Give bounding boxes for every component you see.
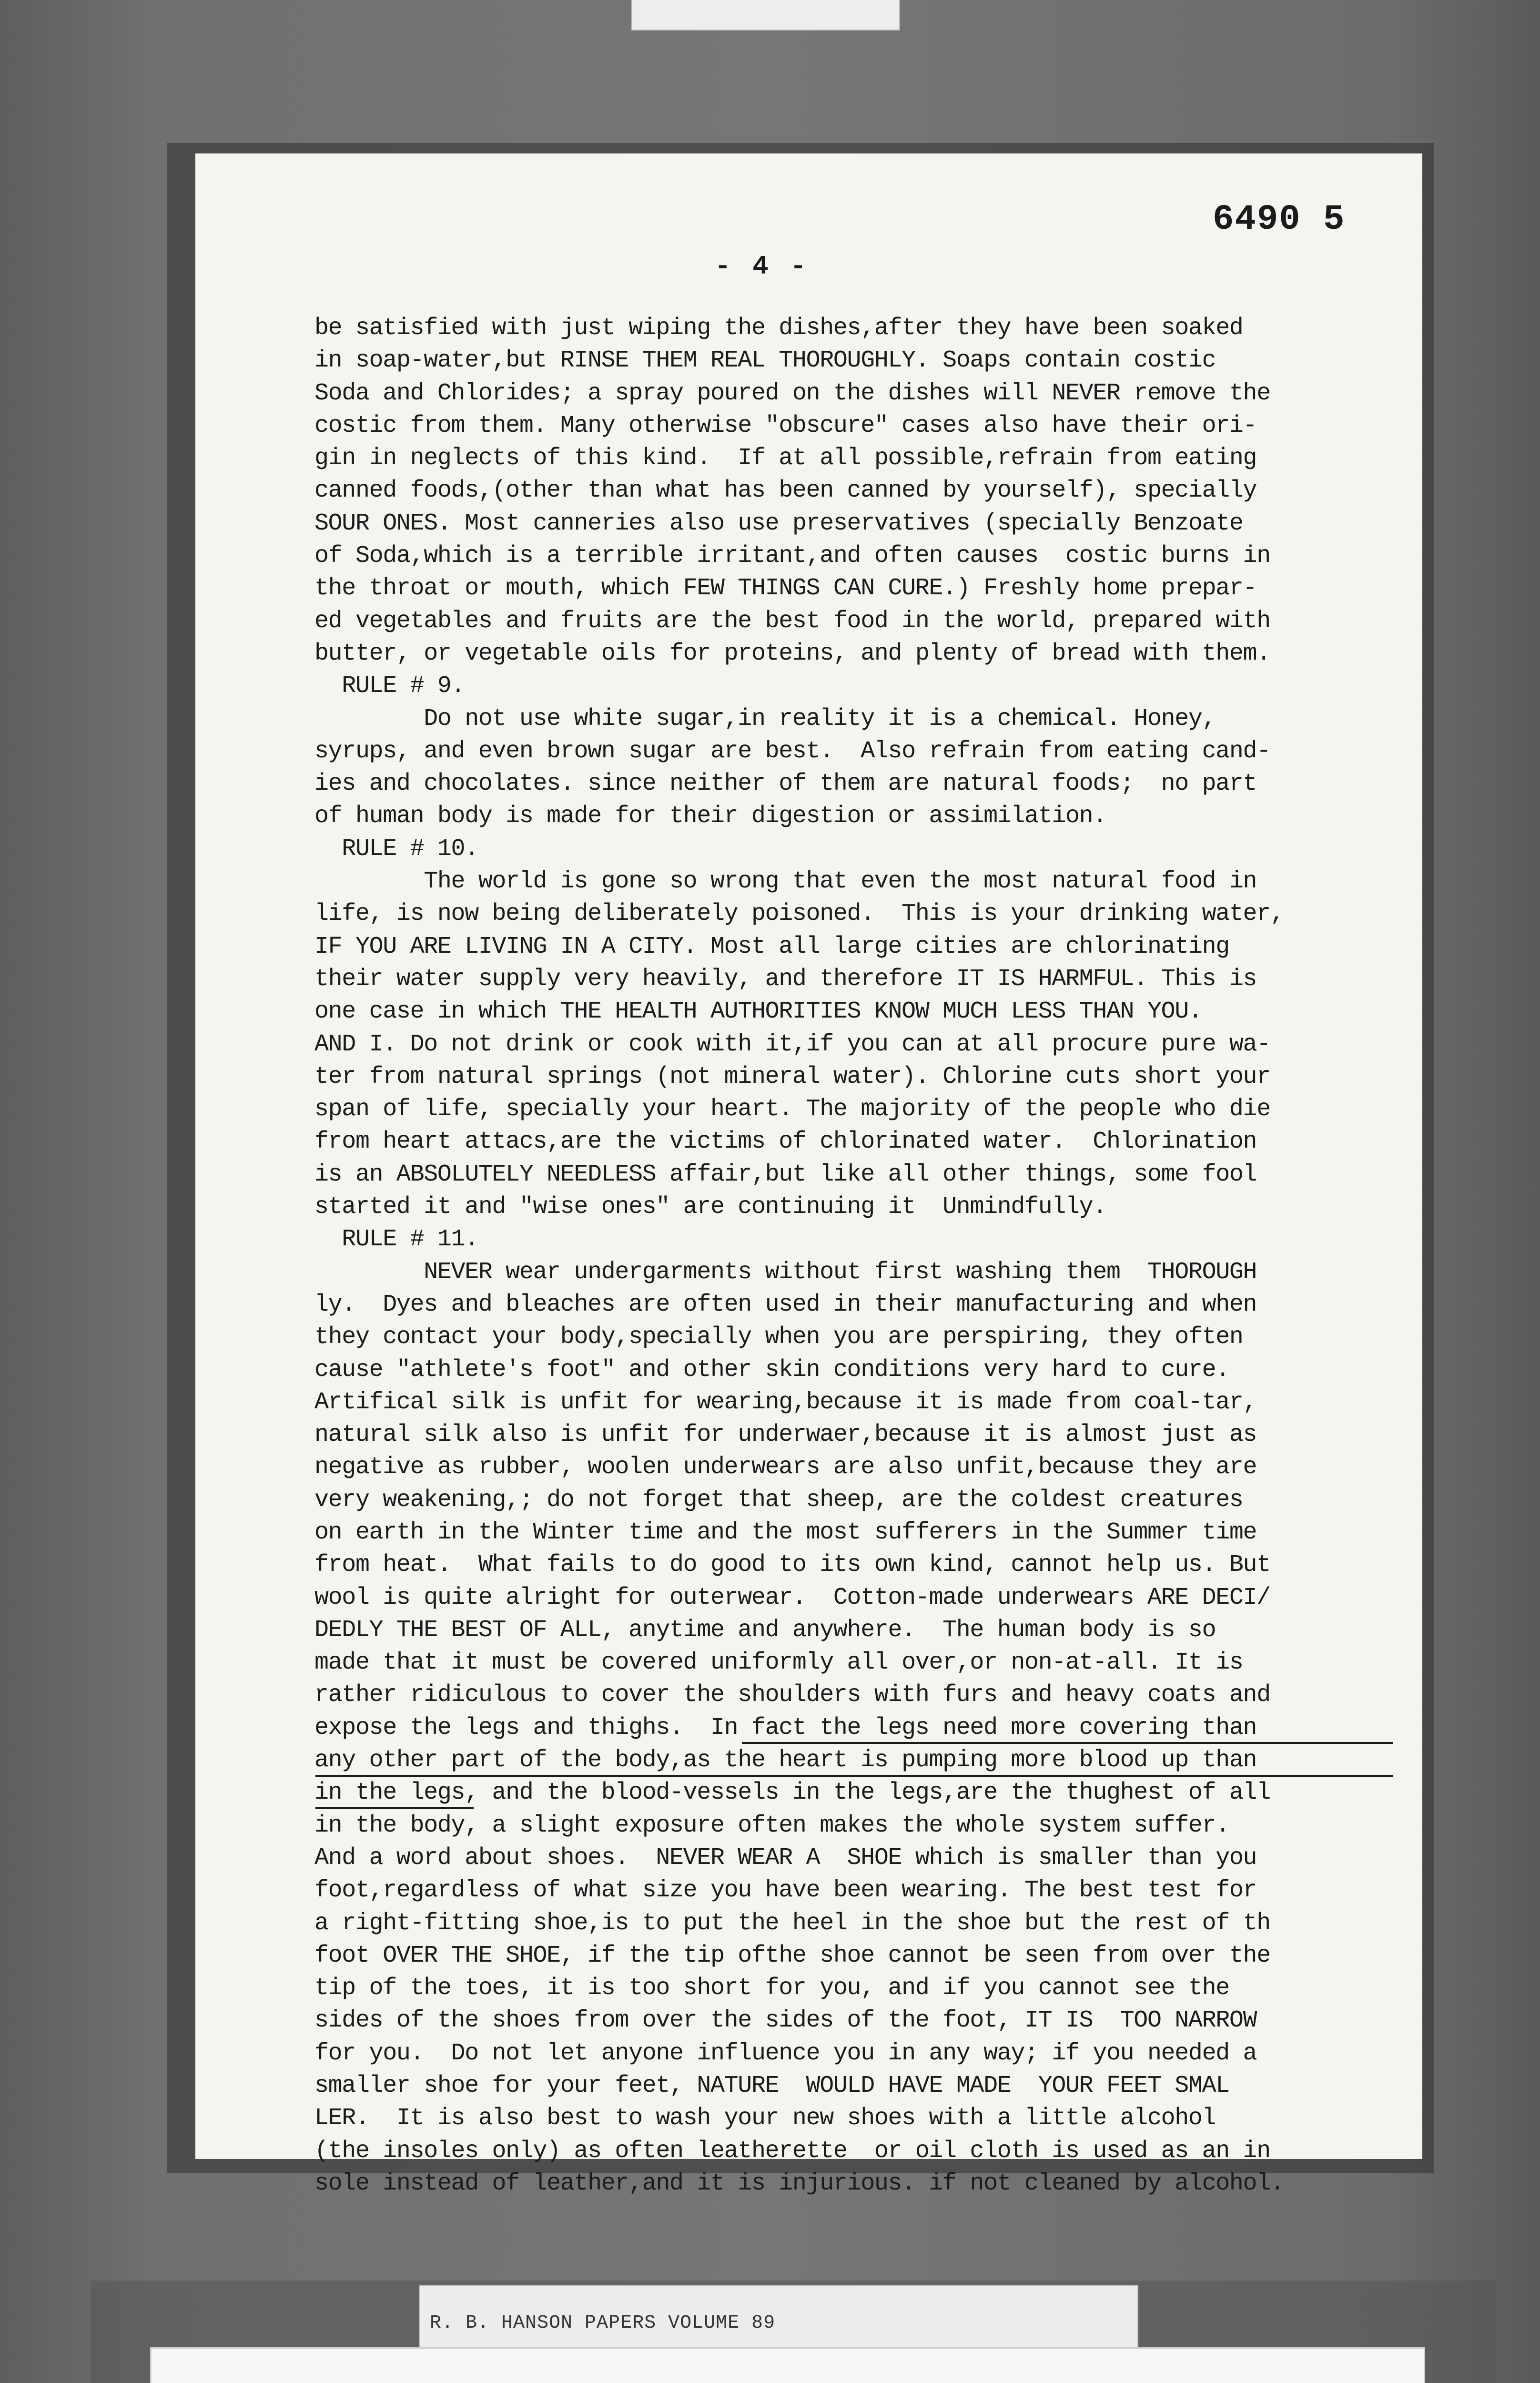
text-line: in the body, a slight exposure often makes the whole system suffer. bbox=[314, 1812, 1229, 1839]
text-line: Do not use white sugar,in reality it is a chemical. Honey, bbox=[314, 705, 1216, 733]
text-line: one case in which THE HEALTH AUTHORITIES KNOW MUCH LESS THAN YOU. bbox=[314, 998, 1202, 1026]
text-line: The world is gone so wrong that even the most natural food in bbox=[314, 868, 1257, 896]
text-line: SOUR ONES. Most canneries also use preservatives (specially Benzoate bbox=[314, 509, 1243, 537]
text-line: on earth in the Winter time and the most sufferers in the Summer time bbox=[314, 1518, 1257, 1546]
text-line: a right-fitting shoe,is to put the heel in the shoe but the rest of th bbox=[314, 1909, 1270, 1937]
text-line: the throat or mouth, which FEW THINGS CAN CURE.) Freshly home prepar- bbox=[314, 575, 1257, 602]
text-line: expose the legs and thighs. In fact the legs need more covering than bbox=[314, 1714, 1257, 1741]
text-line: in soap-water,but RINSE THEM REAL THOROUGHLY. Soaps contain costic bbox=[314, 347, 1216, 375]
text-line: made that it must be covered uniformly all over,or non-at-all. It is bbox=[314, 1649, 1243, 1677]
text-line: is an ABSOLUTELY NEEDLESS affair,but like all other things, some fool bbox=[314, 1161, 1257, 1188]
text-line: RULE # 9. bbox=[314, 672, 465, 700]
text-line: sole instead of leather,and it is injurious. if not cleaned by alcohol. bbox=[314, 2169, 1284, 2197]
text-line: foot,regardless of what size you have been wearing. The best test for bbox=[314, 1877, 1257, 1904]
text-line: very weakening,; do not forget that sheep, are the coldest creatures bbox=[314, 1486, 1243, 1514]
text-line: they contact your body,specially when you are perspiring, they often bbox=[314, 1324, 1243, 1351]
text-line: RULE # 10. bbox=[314, 835, 478, 863]
text-line: from heart attacs,are the victims of chlorinated water. Chlorination bbox=[314, 1128, 1257, 1156]
archive-number: 6490 5 bbox=[1213, 200, 1346, 240]
text-line: costic from them. Many otherwise "obscure" cases also have their ori- bbox=[314, 412, 1257, 439]
top-label-tab bbox=[631, 0, 900, 31]
text-line: their water supply very heavily, and therefore IT IS HARMFUL. This is bbox=[314, 965, 1257, 993]
page-body bbox=[314, 312, 1408, 2200]
text-line: of human body is made for their digestion or assimilation. bbox=[314, 803, 1106, 830]
text-line: of Soda,which is a terrible irritant,and often causes costic burns in bbox=[314, 542, 1270, 570]
text-line: negative as rubber, woolen underwears are also unfit,because they are bbox=[314, 1454, 1257, 1481]
text-line: ies and chocolates. since neither of them are natural foods; no part bbox=[314, 770, 1257, 798]
underline-2 bbox=[315, 1775, 1393, 1777]
text-line: cause "athlete's foot" and other skin conditions very hard to cure. bbox=[314, 1356, 1229, 1384]
volume-caption-text: R. B. HANSON PAPERS VOLUME 89 bbox=[430, 2312, 776, 2334]
text-line: gin in neglects of this kind. If at all possible,refrain from eating bbox=[314, 445, 1257, 472]
archives-stamp bbox=[150, 2347, 1425, 2383]
text-line: tip of the toes, it is too short for you, and if you cannot see the bbox=[314, 1975, 1229, 2002]
text-line: rather ridiculous to cover the shoulders with furs and heavy coats and bbox=[314, 1681, 1270, 1709]
text-line: for you. Do not let anyone influence you in any way; if you needed a bbox=[314, 2039, 1257, 2067]
text-line: any other part of the body,as the heart is pumping more blood up than bbox=[314, 1747, 1257, 1774]
text-line: butter, or vegetable oils for proteins, and plenty of bread with them. bbox=[314, 640, 1270, 667]
text-line: And a word about shoes. NEVER WEAR A SHOE which is smaller than you bbox=[314, 1844, 1257, 1872]
text-line: be satisfied with just wiping the dishes,after they have been soaked bbox=[314, 315, 1243, 342]
page-number: - 4 - bbox=[715, 251, 810, 282]
text-line: syrups, and even brown sugar are best. Also refrain from eating cand- bbox=[314, 737, 1270, 765]
typed-page bbox=[195, 153, 1422, 2197]
text-line: ter from natural springs (not mineral water). Chlorine cuts short your bbox=[314, 1063, 1270, 1090]
text-line: life, is now being deliberately poisoned. This is your drinking water, bbox=[314, 900, 1284, 928]
text-line: RULE # 11. bbox=[314, 1226, 478, 1253]
underline-1 bbox=[742, 1742, 1393, 1744]
text-line: started it and "wise ones" are continuing it Unmindfully. bbox=[314, 1193, 1106, 1221]
text-line: IF YOU ARE LIVING IN A CITY. Most all large cities are chlorinating bbox=[314, 933, 1229, 960]
text-line: Soda and Chlorides; a spray poured on the dishes will NEVER remove the bbox=[314, 379, 1270, 407]
text-line: Artifical silk is unfit for wearing,because it is made from coal-tar, bbox=[314, 1388, 1257, 1416]
text-line: DEDLY THE BEST OF ALL, anytime and anywhere. The human body is so bbox=[314, 1616, 1216, 1644]
text-line: (the insoles only) as often leatherette or oil cloth is used as an in bbox=[314, 2137, 1270, 2165]
text-line: ed vegetables and fruits are the best food in the world, prepared with bbox=[314, 607, 1270, 635]
text-line: natural silk also is unfit for underwaer,because it is almost just as bbox=[314, 1421, 1257, 1449]
text-line: canned foods,(other than what has been canned by yourself), specially bbox=[314, 477, 1257, 505]
text-line: ly. Dyes and bleaches are often used in their manufacturing and when bbox=[314, 1291, 1257, 1318]
text-line: LER. It is also best to wash your new shoes with a little alcohol bbox=[314, 2105, 1216, 2132]
text-line: span of life, specially your heart. The majority of the people who die bbox=[314, 1096, 1270, 1123]
text-line: from heat. What fails to do good to its own kind, cannot help us. But bbox=[314, 1551, 1270, 1579]
text-line: smaller shoe for your feet, NATURE WOULD HAVE MADE YOUR FEET SMAL bbox=[314, 2072, 1229, 2100]
underline-3 bbox=[315, 1807, 474, 1809]
text-line: foot OVER THE SHOE, if the tip ofthe shoe cannot be seen from over the bbox=[314, 1942, 1270, 1969]
text-line: wool is quite alright for outerwear. Cotton-made underwears ARE DECI/ bbox=[314, 1584, 1270, 1611]
text-line: AND I. Do not drink or cook with it,if you can at all procure pure wa- bbox=[314, 1030, 1270, 1058]
text-line: NEVER wear undergarments without first washing them THOROUGH bbox=[314, 1258, 1257, 1286]
text-line: sides of the shoes from over the sides of the foot, IT IS TOO NARROW bbox=[314, 2007, 1257, 2035]
text-line: in the legs, and the blood-vessels in the legs,are the thughest of all bbox=[314, 1779, 1270, 1807]
